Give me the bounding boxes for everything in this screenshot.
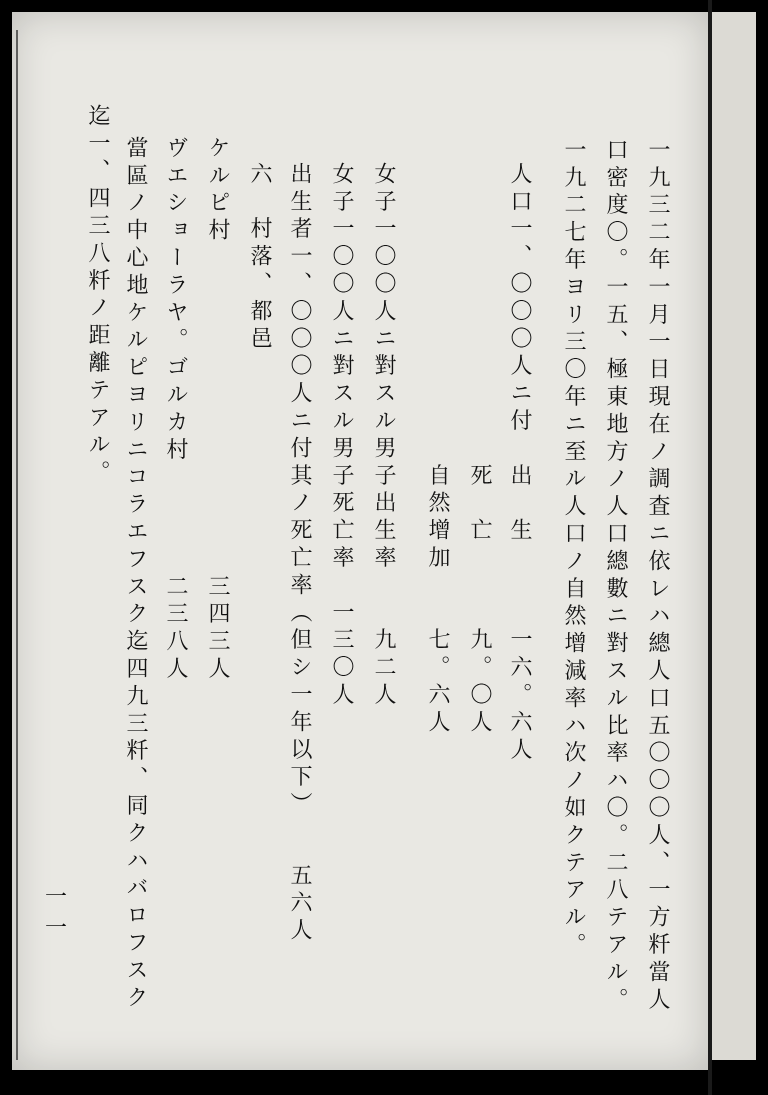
page-number: 一一 xyxy=(44,885,73,941)
text-column-11: ケルピ村 三四三人 xyxy=(205,136,230,684)
text-column-9: 出生者一、〇〇〇人ニ付其ノ死亡率（但シ一年以下） 五六人 xyxy=(287,162,312,946)
text-column-10: 六 村落、都邑 xyxy=(247,162,272,354)
page-left-rule xyxy=(16,30,18,1060)
text-column-3: 一九二七年ヨリ三〇年ニ至ル人口ノ自然增減率ハ次ノ如クテアル。 xyxy=(561,138,586,960)
text-column-5: 死 亡 九。〇人 xyxy=(467,162,492,738)
text-column-2: 口密度〇。一五、極東地方ノ人口總數ニ對スル比率ハ〇。二八テアル。 xyxy=(603,138,628,1015)
text-column-6: 自然增加 七。六人 xyxy=(425,162,450,738)
text-column-12: ヴエショーラヤ。ゴルカ村 二三八人 xyxy=(163,136,188,684)
text-column-1: 一九三二年一月一日現在ノ調査ニ依レハ總人口五〇〇〇人、一方粁當人 xyxy=(645,138,670,1015)
text-column-7: 女子一〇〇人ニ對スル男子出生率 九二人 xyxy=(371,162,396,710)
text-column-14: 迄一、四三八粁ノ距離テアル。 xyxy=(85,104,110,488)
text-column-8: 女子一〇〇人ニ對スル男子死亡率 一三〇人 xyxy=(329,162,354,710)
text-column-13: 當區ノ中心地ケルピヨリニコラエフスク迄四九三粁、同クハバロフスク xyxy=(123,136,148,1013)
adjacent-page-edge xyxy=(712,12,756,1060)
text-column-4: 人口一、〇〇〇人ニ付 出 生 一六。六人 xyxy=(507,162,532,765)
